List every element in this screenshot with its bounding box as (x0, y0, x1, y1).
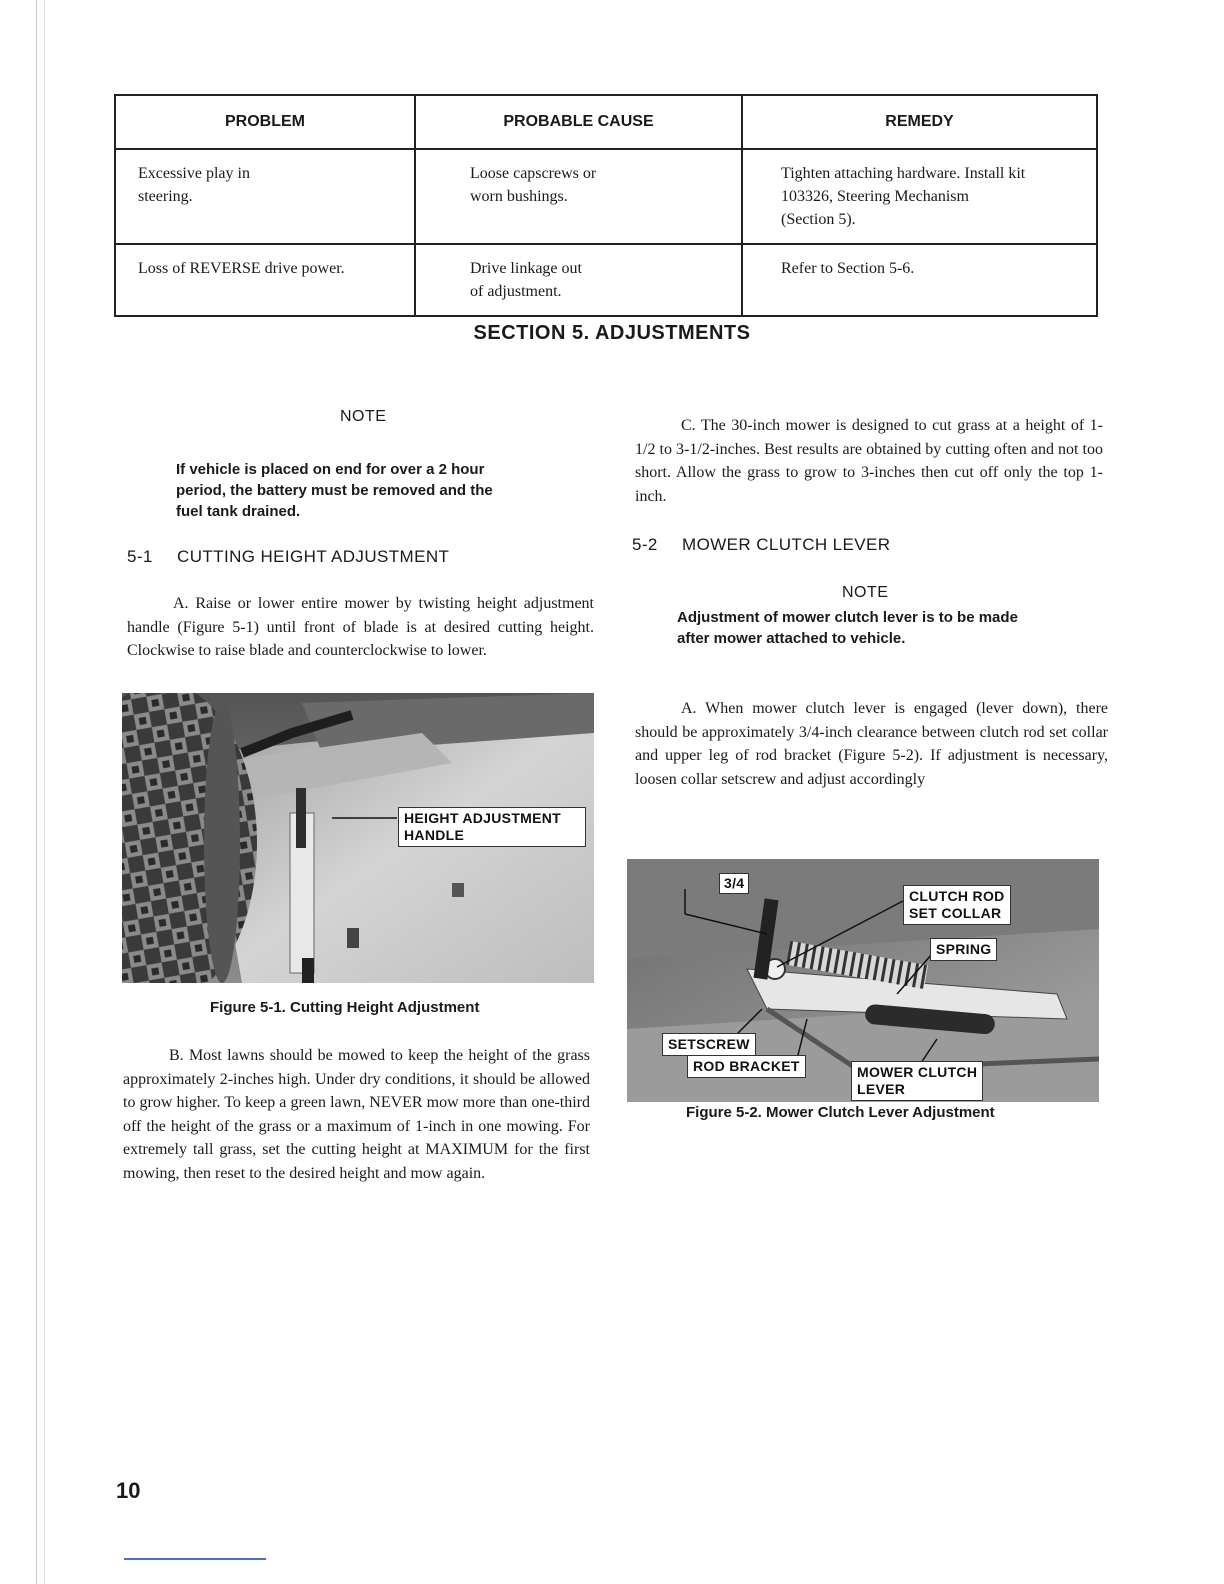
heading-cutting-height: 5-1 CUTTING HEIGHT ADJUSTMENT (127, 547, 450, 566)
figure-5-1-photo (122, 693, 594, 983)
figure-5-2-caption: Figure 5-2. Mower Clutch Lever Adjustment (686, 1104, 995, 1121)
figure-5-2-photo (627, 859, 1099, 1102)
table-header-row (115, 95, 1097, 149)
setscrew-label: SETSCREW (662, 1033, 756, 1056)
remedy-cell: Tighten attaching hardware. Install kit 103326, Steering Mechanism (Section 5). (742, 149, 1097, 244)
rod-bracket-label: ROD BRACKET (687, 1055, 806, 1078)
spring-label: SPRING (930, 938, 997, 961)
paragraph-cutting-height-c: C. The 30-inch mower is designed to cut grass at a height of 1-1/2 to 3-1/2-inches. Best results are obtained by cutting often and not too short. Allow the grass to grow to 3-inches then cut off only the top 1-inch. (635, 417, 1103, 505)
paragraph-clutch-lever-a: A. When mower clutch lever is engaged (lever down), there should be approximately 3/4-inch clearance between clutch rod set collar and upper leg of rod bracket (Figure 5-2). If adjustment is necessary, loosen collar setscrew and adjust accordingly (635, 700, 1108, 788)
clutch-rod-set-collar-label: CLUTCH ROD SET COLLAR (903, 885, 1011, 925)
table-row (115, 244, 1097, 316)
note-text: If vehicle is placed on end for over a 2 hour period, the battery must be removed and the fuel tank drained. (176, 461, 493, 520)
troubleshooting-table (114, 94, 1098, 317)
bottom-rule (124, 1558, 266, 1560)
problem-cell: Loss of REVERSE drive power. (115, 244, 415, 316)
remedy-cell: Refer to Section 5-6. (742, 244, 1097, 316)
section-title: SECTION 5. ADJUSTMENTS (473, 322, 751, 344)
binding-edge-line (36, 0, 37, 1584)
paragraph-cutting-height-a: A. Raise or lower entire mower by twisting height adjustment handle (Figure 5-1) until front of blade is at desired cutting height. Clockwise to raise blade and counterclockwise to lower. (127, 595, 594, 659)
cause-cell: Loose capscrews or worn bushings. (415, 149, 742, 244)
cause-cell: Drive linkage out of adjustment. (415, 244, 742, 316)
column-header-problem: PROBLEM (115, 95, 415, 149)
note-title: NOTE (340, 408, 387, 425)
binding-edge-line (44, 0, 45, 1584)
paragraph-cutting-height-b: B. Most lawns should be mowed to keep the height of the grass approximately 2-inches high. Under dry conditions, it should be allowed to grow higher. To keep a green lawn, NEVER mow more than one-third off the height of the grass or a maximum of 1-inch in one mowing. For extremely tall grass, set the cutting height at MAXIMUM for the first mowing, then reset to the desired height and mow again. (123, 1047, 590, 1182)
table-row (115, 149, 1097, 244)
heading-mower-clutch-lever: 5-2 MOWER CLUTCH LEVER (632, 535, 891, 554)
column-header-probable-cause: PROBABLE CAUSE (415, 95, 742, 149)
problem-cell: Excessive play in steering. (115, 149, 415, 244)
note-title: NOTE (842, 584, 889, 601)
page-number: 10 (116, 1478, 141, 1503)
note-text: Adjustment of mower clutch lever is to be made after mower attached to vehicle. (677, 609, 1018, 647)
three-quarter-inch-label: 3/4 (719, 873, 749, 894)
mower-clutch-lever-label: MOWER CLUTCH LEVER (851, 1061, 983, 1101)
column-header-remedy: REMEDY (742, 95, 1097, 149)
figure-5-1-caption: Figure 5-1. Cutting Height Adjustment (210, 999, 480, 1016)
height-adjustment-handle-label: HEIGHT ADJUSTMENT HANDLE (398, 807, 586, 847)
